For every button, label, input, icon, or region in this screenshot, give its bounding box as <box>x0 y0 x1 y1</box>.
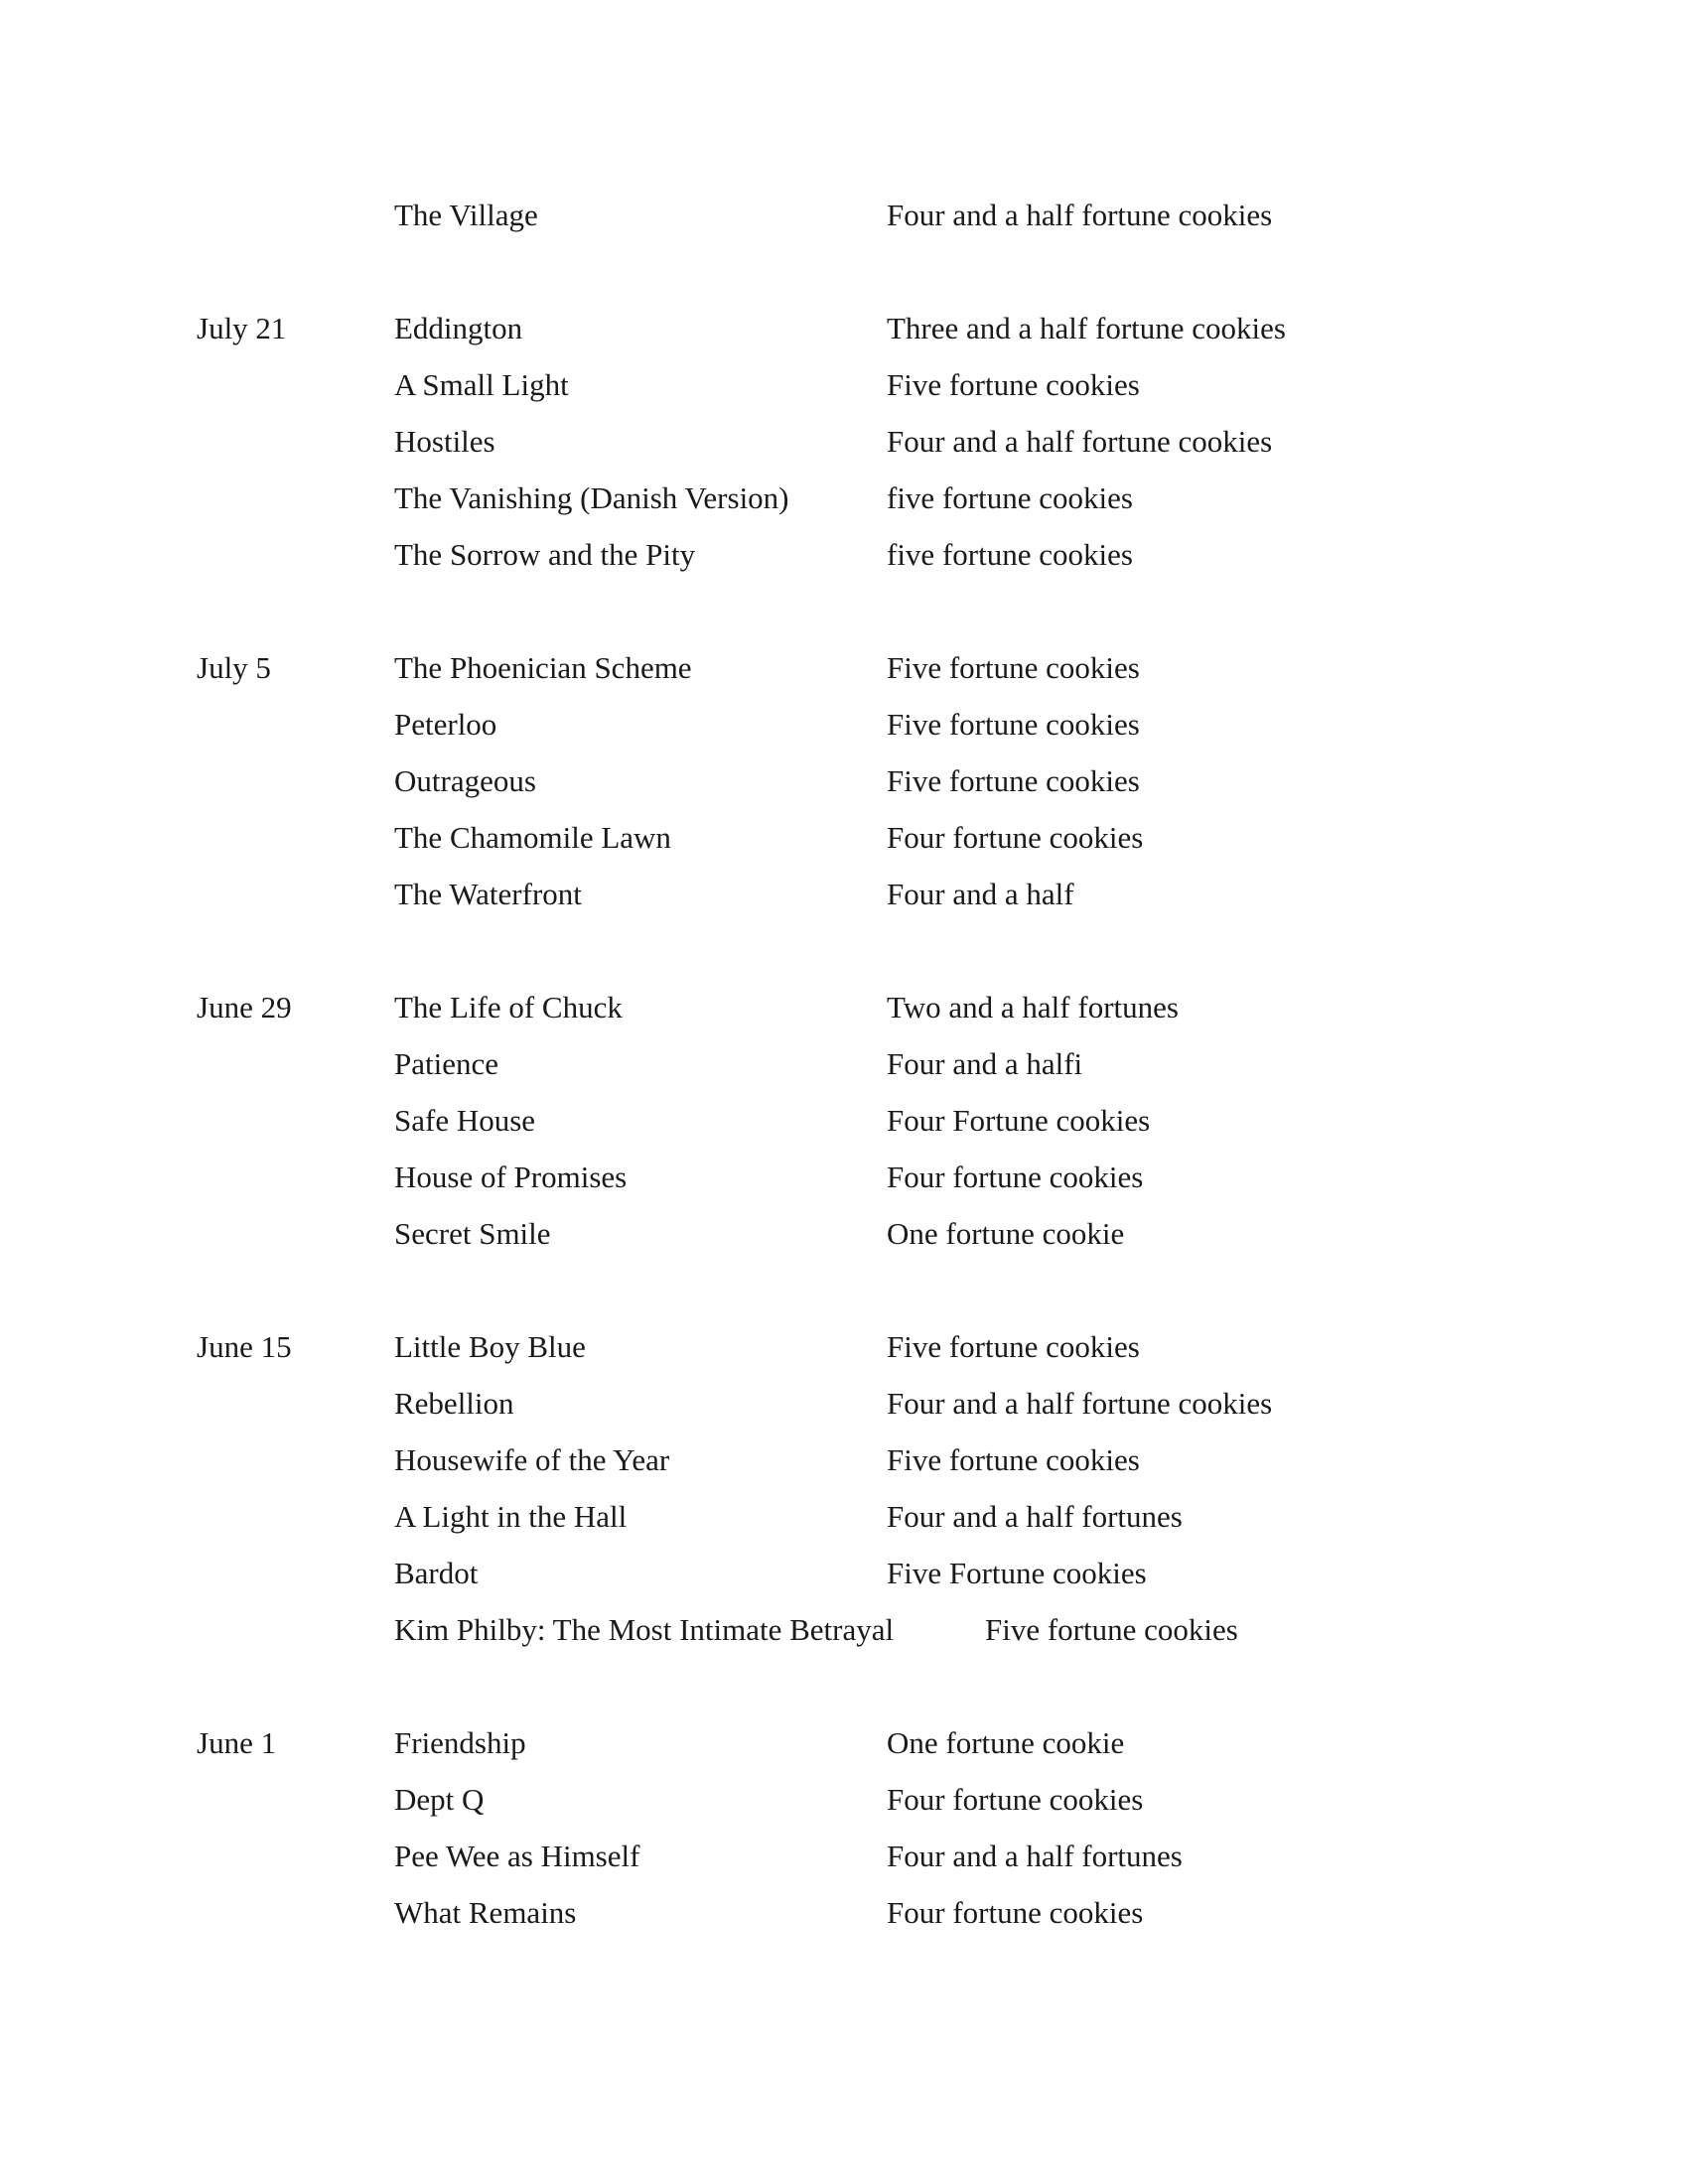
movie-rating: Four and a half fortune cookies <box>887 1386 1273 1421</box>
movie-title: Kim Philby: The Most Intimate Betrayal <box>394 1612 895 1647</box>
movie-rating: five fortune cookies <box>887 480 1133 515</box>
movie-rating: Four and a half fortune cookies <box>887 198 1273 232</box>
movie-title: Safe House <box>394 1103 536 1138</box>
movie-title: The Life of Chuck <box>394 990 623 1024</box>
movie-rating: five fortune cookies <box>887 537 1133 572</box>
list-item <box>0 309 1688 365</box>
entry-group <box>0 988 1688 1271</box>
list-item <box>0 1384 1688 1440</box>
list-item <box>0 1101 1688 1158</box>
list-item <box>0 1440 1688 1497</box>
list-item <box>0 1327 1688 1384</box>
movie-rating: Four Fortune cookies <box>887 1103 1151 1138</box>
movie-rating: Four and a halfi <box>887 1046 1083 1081</box>
movie-title: Outrageous <box>394 763 536 798</box>
movie-rating: One fortune cookie <box>887 1216 1125 1251</box>
group-date: June 1 <box>197 1725 277 1760</box>
entry-group <box>0 1723 1688 1950</box>
movie-rating: Four fortune cookies <box>887 820 1144 855</box>
list-item <box>0 1044 1688 1101</box>
movie-title: Peterloo <box>394 707 497 742</box>
movie-title: Eddington <box>394 311 523 345</box>
list-item <box>0 875 1688 931</box>
movie-title: Secret Smile <box>394 1216 551 1251</box>
list-item <box>0 535 1688 592</box>
list-item <box>0 1554 1688 1610</box>
movie-rating: Two and a half fortunes <box>887 990 1179 1024</box>
group-date: June 29 <box>197 990 292 1024</box>
list-item <box>0 1214 1688 1271</box>
movie-rating: Four fortune cookies <box>887 1895 1144 1930</box>
movie-rating: Four fortune cookies <box>887 1160 1144 1194</box>
movie-rating: Four and a half <box>887 877 1074 911</box>
movie-title: A Light in the Hall <box>394 1499 628 1534</box>
list-item <box>0 365 1688 422</box>
list-item <box>0 761 1688 818</box>
movie-title: What Remains <box>394 1895 577 1930</box>
group-date: July 21 <box>197 311 287 345</box>
list-item <box>0 1497 1688 1554</box>
movie-rating: Five fortune cookies <box>887 650 1140 685</box>
list-item <box>0 648 1688 705</box>
movie-title: A Small Light <box>394 367 569 402</box>
list-item <box>0 705 1688 761</box>
list-item <box>0 1893 1688 1950</box>
movie-title: The Sorrow and the Pity <box>394 537 696 572</box>
movie-rating: Five fortune cookies <box>887 1329 1140 1364</box>
movie-title: Bardot <box>394 1556 479 1590</box>
movie-title: The Chamomile Lawn <box>394 820 671 855</box>
list-item <box>0 1158 1688 1214</box>
movie-rating: Five fortune cookies <box>887 1442 1140 1477</box>
entry-group <box>0 1327 1688 1667</box>
movie-title: Little Boy Blue <box>394 1329 586 1364</box>
movie-title: Pee Wee as Himself <box>394 1839 640 1873</box>
movie-rating: Five fortune cookies <box>985 1612 1238 1647</box>
movie-rating: Five fortune cookies <box>887 367 1140 402</box>
movie-rating: Four and a half fortune cookies <box>887 424 1273 459</box>
movie-rating: Four and a half fortunes <box>887 1499 1183 1534</box>
movie-title: Rebellion <box>394 1386 514 1421</box>
list-item <box>0 1780 1688 1837</box>
movie-rating: One fortune cookie <box>887 1725 1125 1760</box>
movie-title: House of Promises <box>394 1160 628 1194</box>
movie-rating: Five Fortune cookies <box>887 1556 1147 1590</box>
list-item <box>0 1723 1688 1780</box>
movie-rating: Four fortune cookies <box>887 1782 1144 1817</box>
movie-title: The Phoenician Scheme <box>394 650 692 685</box>
list-item <box>0 196 1688 252</box>
movie-rating: Three and a half fortune cookies <box>887 311 1286 345</box>
movie-rating: Five fortune cookies <box>887 763 1140 798</box>
list-item <box>0 1837 1688 1893</box>
movie-title: Housewife of the Year <box>394 1442 670 1477</box>
entry-group <box>0 648 1688 931</box>
entry-group <box>0 196 1688 252</box>
entry-group <box>0 309 1688 592</box>
movie-title: Friendship <box>394 1725 526 1760</box>
list-item <box>0 478 1688 535</box>
group-date: June 15 <box>197 1329 292 1364</box>
movie-rating: Five fortune cookies <box>887 707 1140 742</box>
movie-title: Hostiles <box>394 424 495 459</box>
list-item <box>0 818 1688 875</box>
movie-title: The Vanishing (Danish Version) <box>394 480 789 515</box>
movie-title: Dept Q <box>394 1782 485 1817</box>
list-item <box>0 1610 1688 1667</box>
movie-title: The Village <box>394 198 538 232</box>
list-item <box>0 422 1688 478</box>
movie-rating: Four and a half fortunes <box>887 1839 1183 1873</box>
list-item <box>0 988 1688 1044</box>
group-date: July 5 <box>197 650 271 685</box>
movie-title: Patience <box>394 1046 499 1081</box>
movie-title: The Waterfront <box>394 877 582 911</box>
